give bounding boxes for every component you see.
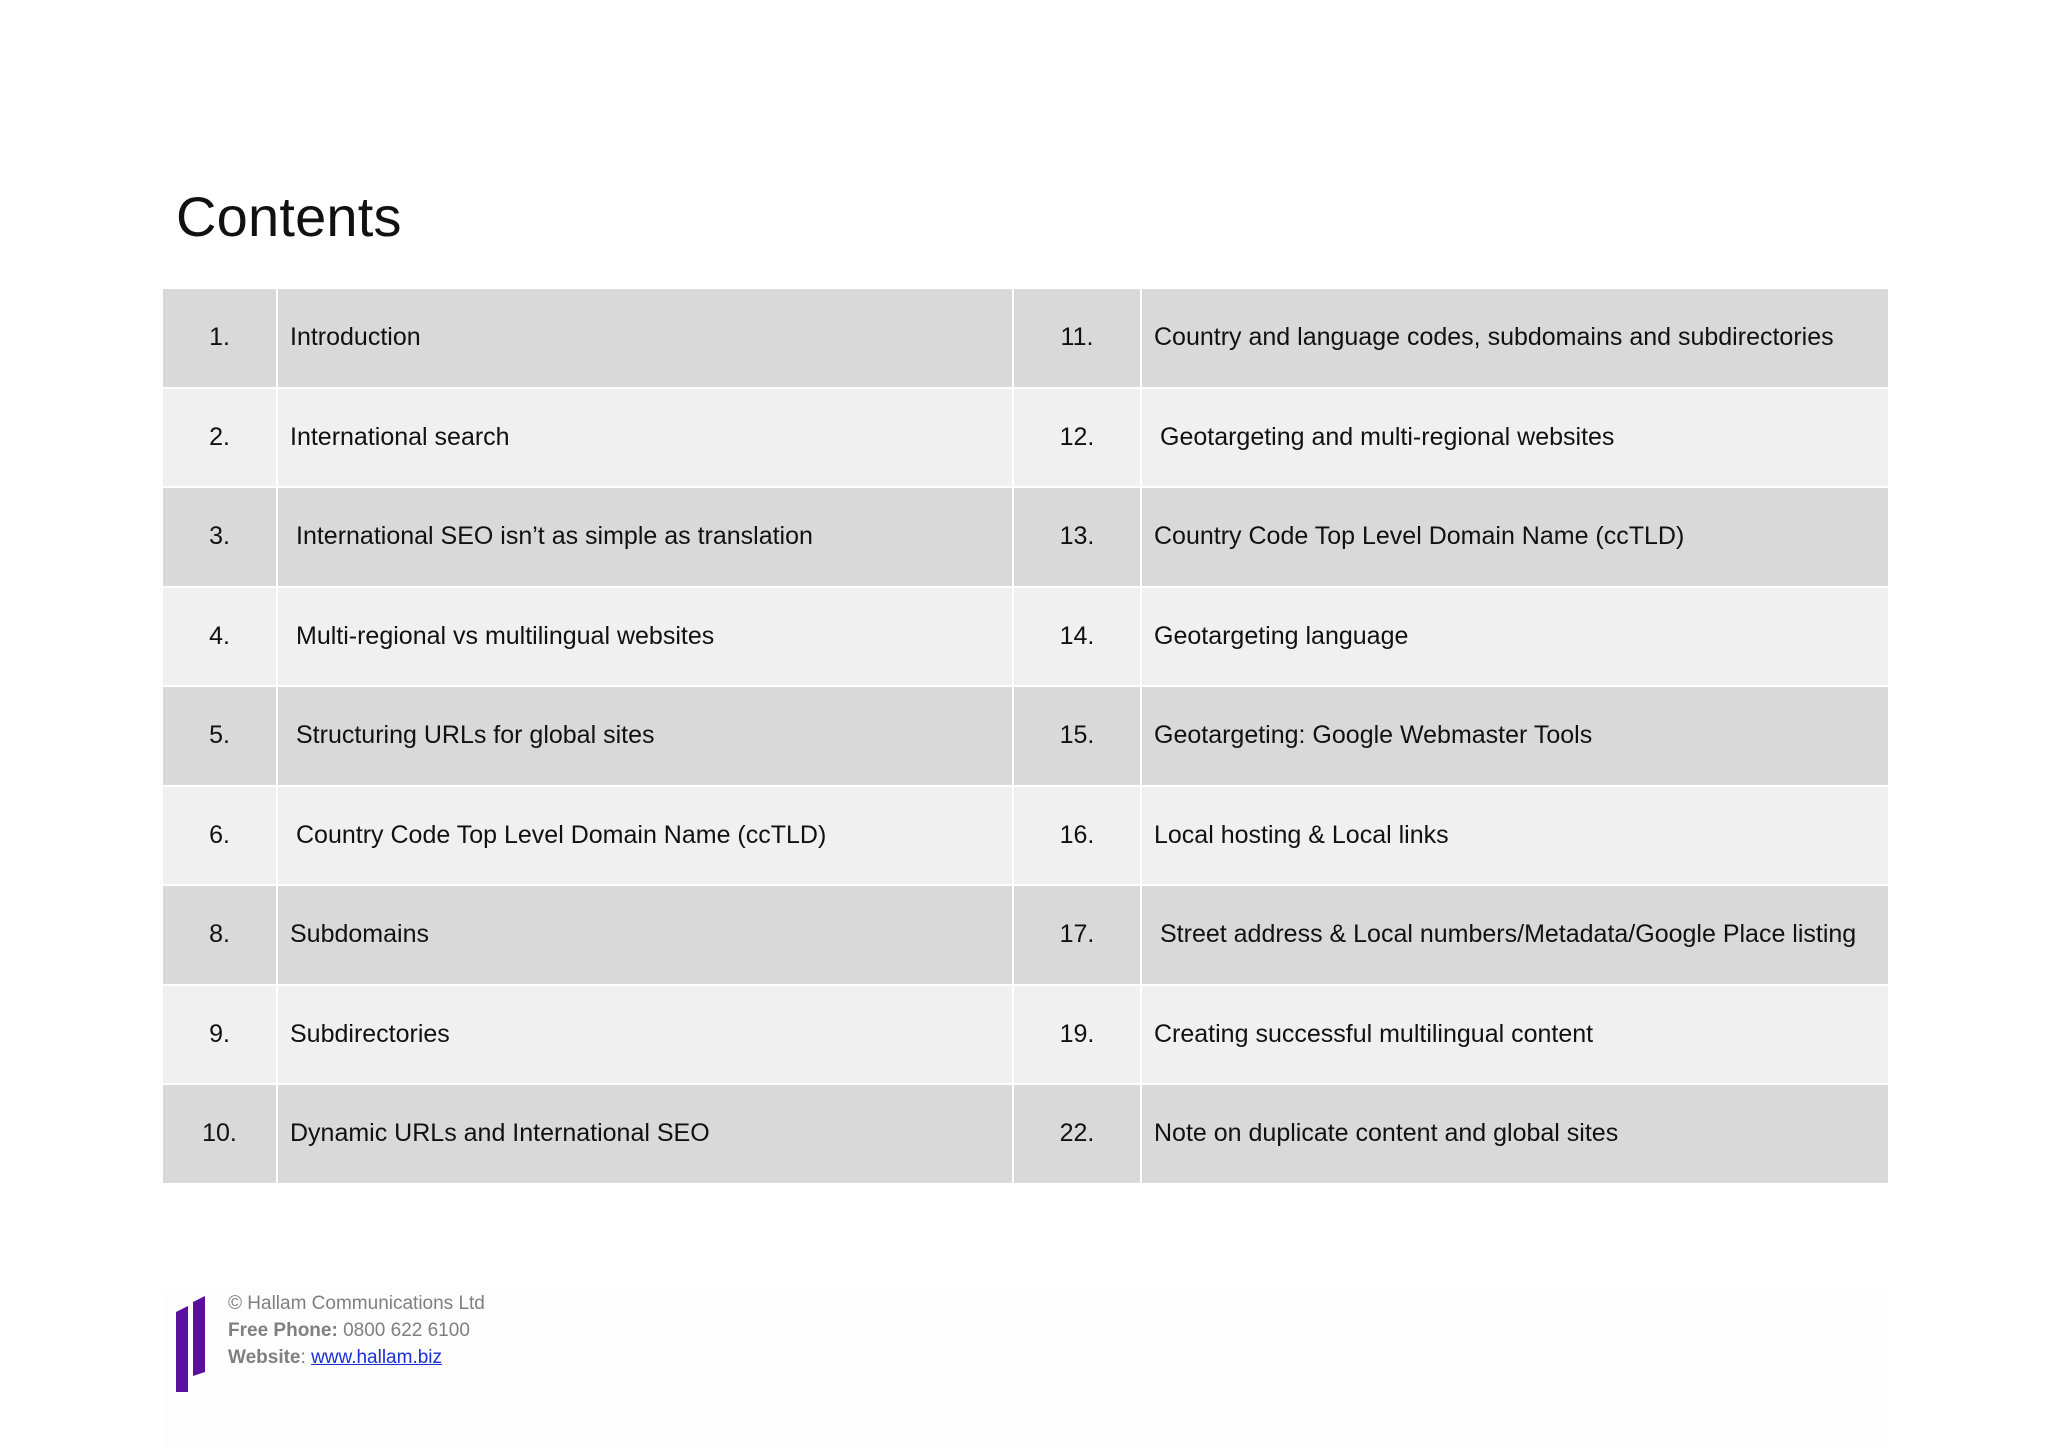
footer — [176, 1290, 676, 1390]
toc-number: 14. — [1014, 588, 1142, 688]
toc-number: 15. — [1014, 687, 1142, 787]
toc-number: 8. — [163, 886, 278, 986]
contents-table — [163, 289, 1888, 1185]
toc-number: 3. — [163, 488, 278, 588]
copyright-text: © Hallam Communications Ltd — [228, 1293, 485, 1314]
toc-title: International SEO isn’t as simple as translation — [278, 488, 1014, 588]
footer-contact — [228, 1290, 485, 1371]
toc-title: Subdomains — [278, 886, 1014, 986]
toc-title: Structuring URLs for global sites — [278, 687, 1014, 787]
toc-title: Introduction — [278, 289, 1014, 389]
toc-title: Geotargeting: Google Webmaster Tools — [1142, 687, 1888, 787]
toc-title: Dynamic URLs and International SEO — [278, 1085, 1014, 1185]
toc-number: 9. — [163, 986, 278, 1086]
toc-title: Street address & Local numbers/Metadata/Google Place listing — [1142, 886, 1888, 986]
toc-number: 19. — [1014, 986, 1142, 1086]
toc-title: Note on duplicate content and global sites — [1142, 1085, 1888, 1185]
toc-number: 10. — [163, 1085, 278, 1185]
toc-number: 5. — [163, 687, 278, 787]
toc-title: Country and language codes, subdomains and subdirectories — [1142, 289, 1888, 389]
toc-title: Local hosting & Local links — [1142, 787, 1888, 887]
toc-number: 12. — [1014, 389, 1142, 489]
website-separator: : — [300, 1347, 306, 1368]
toc-title: International search — [278, 389, 1014, 489]
toc-title: Multi-regional vs multilingual websites — [278, 588, 1014, 688]
website-link[interactable]: www.hallam.biz — [311, 1347, 443, 1368]
toc-number: 2. — [163, 389, 278, 489]
toc-title: Subdirectories — [278, 986, 1014, 1086]
toc-title: Country Code Top Level Domain Name (ccTLD) — [278, 787, 1014, 887]
hallam-logo-icon — [176, 1296, 206, 1392]
toc-number: 16. — [1014, 787, 1142, 887]
website-label: Website — [228, 1347, 301, 1368]
toc-number: 22. — [1014, 1085, 1142, 1185]
toc-number: 11. — [1014, 289, 1142, 389]
page-title: Contents — [176, 185, 402, 248]
website-line — [228, 1344, 485, 1371]
phone-line — [228, 1317, 485, 1344]
toc-number: 6. — [163, 787, 278, 887]
phone-value: 0800 622 6100 — [343, 1320, 470, 1341]
toc-title: Creating successful multilingual content — [1142, 986, 1888, 1086]
toc-title: Geotargeting language — [1142, 588, 1888, 688]
toc-number: 13. — [1014, 488, 1142, 588]
toc-title: Geotargeting and multi-regional websites — [1142, 389, 1888, 489]
phone-label: Free Phone: — [228, 1320, 338, 1341]
toc-title: Country Code Top Level Domain Name (ccTLD) — [1142, 488, 1888, 588]
toc-number: 17. — [1014, 886, 1142, 986]
toc-number: 4. — [163, 588, 278, 688]
toc-number: 1. — [163, 289, 278, 389]
